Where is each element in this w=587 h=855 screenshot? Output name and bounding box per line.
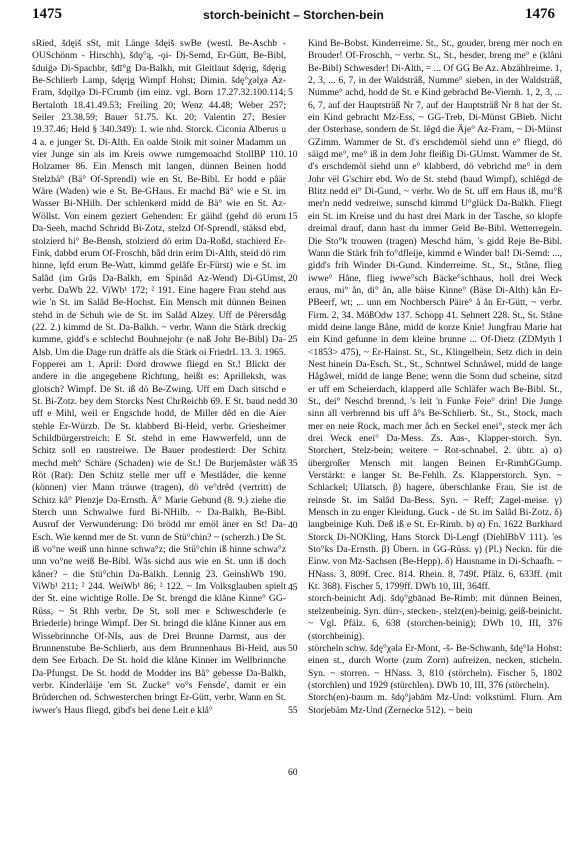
line-number: 40 [288, 520, 298, 531]
line-number: 45 [288, 582, 298, 593]
running-head-title: storch-beinicht – Storchen-bein [203, 8, 384, 22]
line-number: 10 [288, 149, 298, 160]
entry-storch-beinicht: storch-beinicht Adj. šdǫ°gbānəd Be-Rimb: mit dünnen Beinen, stelzenbeinig. Syn. dürr-, stecken-, stelz(en)-beinig, geiß-beinicht. ~ Vgl. Pfälz. 6, 638 (storchen-beinig); DWb 10, III, 376 (storchbeinig). [308, 593, 562, 642]
line-number: 35 [288, 458, 298, 469]
line-number: 30 [288, 396, 298, 407]
line-number: 25 [288, 334, 298, 345]
right-page-number: 1476 [525, 6, 555, 22]
entry-storchen-baum: Storch(en)-baum m. šdǫ°jəbām Mz-Und: volkstüml. Flurn. Am Storjebäm Mz-Und (Zernecke 512). ~ bein [308, 692, 562, 716]
line-number: 20 [288, 273, 298, 284]
line-number: 5 [288, 87, 293, 98]
line-number: 15 [288, 211, 298, 222]
entry-stoercheln: störcheln schw. šdę°χələ Er-Mont, -š- Be-Schwanh, šdę°lə Hohst: einen st., durch Worte (zum Zorn) aufreizen, necken, sticheln. Syn. ~ storren. ~ HNass. 3, 810 (störcheln). Fischer 5, 1802 (storchlen) und 1929 (stürchlen). DWb 10, III, 376 (störcheln). [308, 642, 562, 691]
line-number: 55 [288, 705, 298, 716]
left-page-number: 1475 [32, 6, 62, 22]
right-column [308, 38, 562, 717]
line-number: 50 [288, 643, 298, 654]
left-column-paragraph: sRied, šdęiš sSt, mit Länge šdęiš swBe (westl. Be-Aschb - OUSchönm - Hirschh), šdǫ°ą, -ǫi- Di-Semd, Er-Gütt, Be-Bibl, šduig̈ə Di-Spachbr, šdī°g Da-Balkh, mit Gleitlaut šdęrig, šdęrig Be-Schlierb Lamp, šdęrįg Wimpf Hohst; Dimin. šdę°χəlχə Az-Fram, šdǫilχə Di-FCrumb (im einz. vgl. Born 17.27.32.100.114; Bertaloth 18.41.49.53; Freiling 20; Wenz 44.48; Weber 257; Seiler 23.38.59; Bauer 51.75. Kt. 20; Valentin 27; Besier 19.37.46; Held § 340.349): 1. wie nhd. Storck. Ciconia Alberus u 4 a. e junger St. Di-Alth. En oalde Stoik mit soiner Madamm un vier Junge sin als im Kreis owwe rumgemoachd StollBP 110. Holzamer 86. Ein Mensch mit langen, dünnen Beinen hodd Stelzbä° (Bä° Of-Sprendl) wie en St. Be-Bibl. Er hodd e pâär Wäre (Waden) wie e St. Be-GHaus. Er machd Bä° wie e St. im Wasser Bi-NHilb. Der schlenkerd midd de Bä° wie en St. Az-Wöllst. Von einem geziert Gehenden: Er gäihd (gehd dö erum Da-Seeh, machd Schridd Bi-Zotz, stelzd Of-Sprendl, stäksd ebd, stolzierd hi° Be-Bensh, stolzierd dö erim Da-Roßd, stachierd Er-Fink, dabbd erum Of-Froschh, bâd drin erim Di-Alth, steid dö rim hinne, lęfd erum Be-Watt, kimmd gelâfe Er-Fürst) wie e St. im Salâd (im Grâs Da-Balkh, em Spinâd Az-Wend) Di-GUmst, verbr. DaWb 22. ViWb¹ 172; ² 191. Eine hagere Frau stehd aus wie 'n St. im Salâd Be-Hochst. Ein Mensch mit dünnen Beinen stehd in de Schuh wie de St. im Salâd Alzey. Uff de Pêrersdåg (22. 2.) kimmd de St. Da-Balkh. ~ verbr. Wann die Stärk dreckig kumme, gidd's e schlechd Bouhnejohr (e naß Johr Be-Bibl) Da-Alsb. Um die Dage run dräffe als die Stärk oi FriedrL 13. 3. 1965. Fopperei am 1. April: Dord drowwe fliegd en St.! Blickt der andere in die angegebene Richtung, heißt es: Aprilleksh, was glotsch? Wimpf. De St. iß dö Be-Zwing. Uff em Dach sitschd e St. Bi-Zotz. bey dem Storcks Nest ChrReichb 69. E St. baud nedd uff e Mihl, weil er Engschde hodd, de Miller dêd en die Aier stehle Er-Würzb. De St. klabberd Bi-Heid, verbr. Griesheimer Schildbürgerstreich: E St. stehd in eme Hawwerfeld, unn de Schitz soll en raustreiwe. De Bauer prodestierd: Der Schitz mechd meh° Schäre (Schaden) wie de St.! De Burjemåster wäß Röt (Rat): Den Schitz stelle mer uff e Mestlåder, die kenne (können) vier Mann träuwe (tragen), dö ve°drêd (vertritt) de Schitz kå° Plenzje Da-Ernsth. Ä° Marie Gebund (8. 9.) ziehe die Sterch unn Schwalwe furd Bi-NHilb. ~ Da-Balkh, Be-Bibl. Ausruf der Verwunderung: Dö brödd mr emöl äner en St! Da-Esch. Wie kennd mer de St. vunn de Stü°chin? ~ (scherzh.) De St. iß vo°ne weiß unn hinne schwa°z; die Stü°chin iß hinne schwa°z unn vo°ne weiß Be-Bibl. Wås sichd aus wie en St. unn iß doch kåner? – die Stü°chin Da-Balkh. Lennig 23. GeinshWb 190. ViWb¹ 211; ² 244. WeiWb¹ 86; ² 122. ~ Im Volksglauben spielt der St. eine wichtige Rolle. De St. brengd die klåne Kinne° GG-Rüss, ~ St Rhh verbr. De St. soll mer e Schweschderle (e Briederle) bringe Wimpf. Der St. bringd die klåne Kinner aus em Wissebrinnche Of-NIs, aus de Drei Brunne Darmst, aus der Brunnenstube Be-Schlierb, aus dem Brunnenhaus Bi-Heid, aus dem See Erbach. De St. hold die klåne Kinner im Wellbrinnche Da-Pfungst. De St. hodd de Modder ins Bâ° gebesse Da-Balkh, verbr. Kinderläije 'em St. Zucke° vo°s Fensde', damit er ein Brüderchen od. Schwesterchen bringt Er-Gütt, verbr. Wann en St. iwwer's Haus fliegd, gibd's bei dene Leit e klå° [32, 38, 286, 716]
left-column [32, 38, 286, 717]
line-number: 60 [288, 767, 298, 778]
page-header [0, 6, 587, 26]
right-column-paragraph: Kind Be-Bobst. Kinderreime. St., St., gouder, breng mer noch en Brouder! Of-Froschh, ~ verbr. St., St., besder, breng me° e (klåni Be-Bibl) Schwesder! Di-Alth, = ... Of GG Be Az. Abzählreime. 1, 2, 3, ... 6, 7, in der Waldsträß, Numme° sieben, in der Waldsträß, Numme° achd, hodd de St. e Kind gebrachd Be-Viernh. 1, 2, 3, ... 6, 7, auf der Hauptsträß Nr 7, auf der Hauptsträß Nr 8 hat der St. ein Kind gebracht Mz-Ess, ~ GG-Treb, Di-Münst GBieb. Nicht der Osterhase, sondern de St. lêgd die Äje° Az-Fram, ~ Di-Münst GZimm. Wammer de St. d's erschdemöl siehd unn e° fliegd, dö säigd me°, me° iß in dem Johr fleißig Di-GUmst. Wammer de St. d's erschdemöl siehd unn e° klabberd, dö vebrichd me° in dem Johr vël G'schirr ebd. Wo de St. stehd (baud Wimpf), schlêgd de Blitz nedd ei° Di-Gund, ~ verbr. Wo de St. uff em Haus iß, mu°ß mer'n nedd vedreiwe, sunschd kimmd U°glück Da-Balkh. Fliegt ein St. im Kreise und du hast drei Mark in der Tasche, so klopfe dreimal drauf, dann hast du immer Geld Be-Bibl. Wetterregeln. Die Sto°k trouwen (tragen) Meschd häm, 's gidd Reje Be-Bibl. Wann die Stärk frih fo°dfleije, kimmd e Winder bal! Di-Semd: ..., gidd's frih Winder Di-Gund. Kinderreime. St., St., Ståne, flieg iwwe° Håne, flieg iwwe°sch Bäcke°schhaus, holl drei Weck eraus, mi° ån, di° ån, alle bäise Kinne° (Bäse Di-Alth) kån Er-PBeerf, wt; ... unn em Nochbersch Päire° å ån Er-Gütt, ~ verbr. Firm. 2, 34. MößOdw 137. Schopp 41. Sehnert 228. St., St. Ståne midd deine lange Båne, midd de korze Knie! Jungfrau Marie hat ein Kind gefunne in dem kleine brunne ... Of-Dietz (ZDMyth I <1853> 475), ~ Er-Hainst. St., St., Klingelbein, Setz dich in dein Nest hinein Da-Esch. St., St., Schntwel Schnåwel, midd de lange Hågåwel, midd de lange Bene; wenn die Sonn dud scheine, sitzd er uff em Scheierdach, klapperd alle Schläfer wach Be-Bibl. St., St., dei° Neschd brennd, 's leit 'n Funke Feie° drin! Die Junge sinn all verbrennd bis uff å°s Be-Schlierb. St., St., Stock, mach mer en neie Rock, mach mer åch en Seckel enei°, steck mer åch drei Weck enei° Da-Mess. Zs. Aas-, Klapper-storch. Syn. Storchert, Stelz-bein; weitere ~ Rot-schnabel. 2. übtr. a) α) übergroßer Mensch mit langen Beinen Er-RimhGGump. Verstärkt: e langer St. Be-Fehlh. Zs. Klapperstorch. Syn. ~ Schlackel; Ullatsch. β) hagere, überschlanke Frau. Sie ist de reinsde St. im Salâd Da-Bess. Syn. ~ Reff; Zagel-meise. γ) Mensch in zu enger Kleidung. Guck - de St. im Salâd Bi-Zotz. δ) langbeinige Kuh. Deß iß e St. Er-Rimb. b) α) Fn. 1622 Burkhard Storck Di-NOKling, Hans Storck Di-Lengf (DiehlBbV 111). 'es Sto°ks Da-Ernsth. β) Übern. in GG-Rüss. γ) (Pl.) Neckn. für die Einw. von Mz-Sachsen (Be-Hepp). δ) Hausname in Di-Schaafh. ~ HNass. 3, 809f. Crec. 814. Rhein. 8, 749f. Pfälz. 6, 633ff. (mit Kt. 368). Fischer 5, 1799ff. DWb 10, III, 364ff. [308, 38, 562, 593]
